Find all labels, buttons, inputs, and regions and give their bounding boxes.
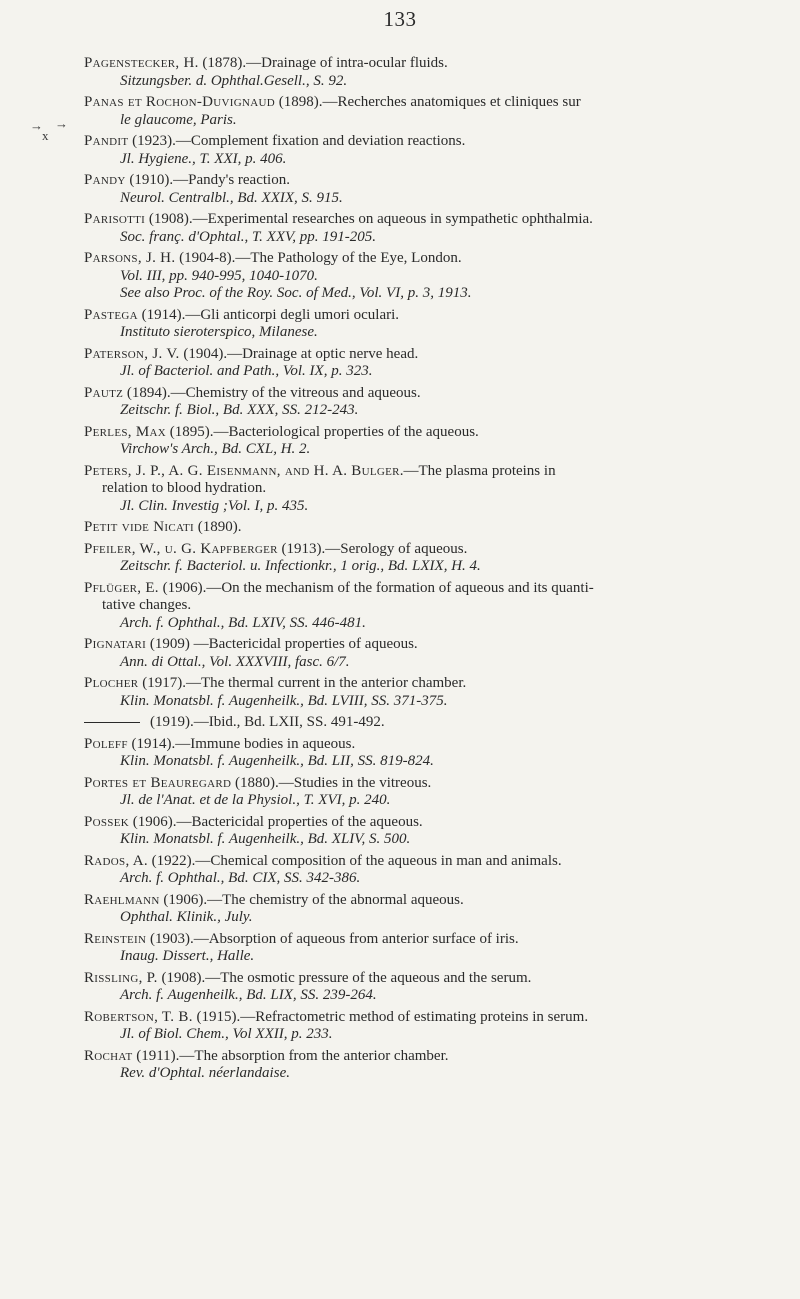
reference-source: Soc. franç. d'Ophtal., T. XXV, pp. 191-205. [120, 228, 376, 245]
reference-author: Pandit [84, 133, 129, 149]
reference-author: Pflüger, E. [84, 579, 159, 596]
reference-author: Pastega [84, 306, 138, 323]
reference-first-line [84, 636, 784, 654]
reference-entry [84, 55, 784, 90]
reference-source: Arch. f. Ophthal., Bd. CIX, SS. 342-386. [120, 870, 361, 886]
reference-entry [84, 172, 784, 207]
reference-source: Jl. of Biol. Chem., Vol XXII, p. 233. [120, 1026, 333, 1042]
reference-author: Pignatari [84, 636, 147, 652]
reference-author: Rissling, P. [84, 969, 158, 986]
reference-author: Rados, A. [84, 852, 148, 869]
reference-title: (1880).—Studies in the vitreous. [231, 774, 432, 791]
reference-source: Virchow's Arch., Bd. CXL, H. 2. [120, 441, 311, 457]
reference-title: (1919).—Ibid., Bd. LXII, SS. 491-492. [150, 714, 385, 730]
reference-entry [84, 94, 784, 129]
reference-source: Jl. Clin. Investig ;Vol. I, p. 435. [120, 497, 309, 514]
reference-author: Pandy [84, 172, 126, 188]
reference-title: (1909) —Bactericidal properties of aqueous. [146, 636, 418, 652]
reference-title: (1923).—Complement fixation and deviation reactions. [128, 133, 466, 149]
reference-wrap-line: relation to blood hydration. [102, 480, 267, 496]
reference-entry [84, 970, 784, 1005]
reference-entry [84, 1009, 784, 1044]
reference-author: Perles, Max [84, 423, 166, 440]
reference-source: Jl. of Bacteriol. and Path., Vol. IX, p. 323. [120, 363, 373, 379]
reference-title: (1890). [193, 519, 242, 535]
reference-first-line [84, 714, 784, 732]
reference-title: (1922).—Chemical composition of the aqueous in man and animals. [147, 852, 562, 869]
reference-first-line [84, 580, 784, 598]
reference-first-line [84, 931, 784, 949]
reference-entry [84, 714, 784, 732]
reference-first-line [84, 675, 784, 693]
reference-title: .—The plasma proteins in [399, 462, 556, 479]
reference-author: Possek [84, 813, 129, 830]
page-number: 133 [383, 7, 417, 31]
reference-first-line [84, 519, 784, 537]
reference-entry [84, 853, 784, 888]
reference-source: Ophthal. Klinik., July. [120, 909, 253, 925]
reference-entry [84, 385, 784, 420]
reference-first-line [84, 94, 784, 112]
reference-author: Pfeiler, W., u. G. Kapfberger [84, 540, 278, 557]
reference-title: (1914).—Immune bodies in aqueous. [127, 735, 356, 752]
reference-author: Parisotti [84, 211, 146, 227]
reference-first-line [84, 55, 784, 73]
ditto-dash [84, 722, 140, 723]
reference-source: le glaucome, Paris. [120, 111, 237, 128]
reference-first-line [84, 133, 784, 151]
reference-entry [84, 931, 784, 966]
reference-first-line [84, 775, 784, 793]
reference-first-line [84, 307, 784, 325]
reference-source: Ann. di Ottal., Vol. XXXVIII, fasc. 6/7. [120, 653, 350, 670]
reference-source: Sitzungsber. d. Ophthal.Gesell., S. 92. [120, 72, 348, 89]
reference-first-line [84, 463, 784, 481]
reference-entry [84, 463, 784, 516]
reference-first-line [84, 853, 784, 871]
reference-entry [84, 541, 784, 576]
reference-title: (1904-8).—The Pathology of the Eye, London. [175, 250, 462, 266]
reference-entry [84, 814, 784, 849]
reference-first-line [84, 892, 784, 910]
reference-title: (1917).—The thermal current in the anterior chamber. [138, 675, 467, 691]
reference-source: Arch. f. Augenheilk., Bd. LIX, SS. 239-264. [120, 987, 377, 1003]
reference-wrap-line: tative changes. [102, 597, 192, 613]
reference-first-line [84, 211, 784, 229]
reference-title: (1908).—The osmotic pressure of the aqueous and the serum. [157, 969, 532, 986]
reference-title: (1898).—Recherches anatomiques et cliniques sur [274, 94, 581, 110]
reference-entry [84, 133, 784, 168]
reference-title: (1906).—The chemistry of the abnormal aqueous. [159, 891, 464, 908]
reference-author: Raehlmann [84, 891, 160, 908]
reference-source: Neurol. Centralbl., Bd. XXIX, S. 915. [120, 189, 343, 206]
reference-author: Paterson, J. V. [84, 345, 180, 362]
reference-source: See also Proc. of the Roy. Soc. of Med., Vol. VI, p. 3, 1913. [120, 285, 472, 301]
reference-entry [84, 675, 784, 710]
reference-title: (1915).—Refractometric method of estimating proteins in serum. [192, 1008, 589, 1025]
reference-title: (1914).—Gli anticorpi degli umori oculari. [137, 306, 400, 323]
reference-author: Portes et Beauregard [84, 774, 232, 791]
reference-title: (1910).—Pandy's reaction. [125, 172, 290, 188]
reference-title: (1911).—The absorption from the anterior chamber. [132, 1047, 449, 1064]
reference-title: (1906).—Bactericidal properties of the aqueous. [129, 813, 423, 830]
reference-entry [84, 424, 784, 459]
reference-author: Pagenstecker, H. [84, 55, 199, 71]
reference-source: Klin. Monatsbl. f. Augenheilk., Bd. LVIII, SS. 371-375. [120, 692, 448, 709]
reference-first-line [84, 736, 784, 754]
margin-arrow-mark-2: → [55, 116, 68, 131]
reference-author: Peters, J. P., A. G. Eisenmann, and H. A. Bulger [84, 462, 400, 479]
reference-first-line [84, 346, 784, 364]
reference-entry [84, 892, 784, 927]
margin-arrow-mark: → [30, 118, 43, 133]
reference-source: Arch. f. Ophthal., Bd. LXIV, SS. 446-481. [120, 614, 366, 631]
reference-entry [84, 636, 784, 671]
reference-author: Rochat [84, 1047, 133, 1064]
reference-author: Parsons, J. H. [84, 250, 176, 266]
reference-first-line [84, 250, 784, 268]
reference-source: Vol. III, pp. 940-995, 1040-1070. [120, 267, 318, 284]
reference-title: (1895).—Bacteriological properties of the aqueous. [165, 423, 479, 440]
reference-entry [84, 519, 784, 537]
reference-source: Inaug. Dissert., Halle. [120, 948, 255, 964]
reference-first-line [84, 541, 784, 559]
reference-title: (1904).—Drainage at optic nerve head. [179, 345, 419, 362]
reference-author: Panas et Rochon-Duvignaud [84, 94, 275, 110]
reference-entry [84, 211, 784, 246]
reference-source: Klin. Monatsbl. f. Augenheilk., Bd. LII, SS. 819-824. [120, 753, 434, 769]
reference-title: (1903).—Absorption of aqueous from anterior surface of iris. [146, 930, 519, 947]
reference-title: (1878).—Drainage of intra-ocular fluids. [198, 55, 448, 71]
reference-first-line [84, 1009, 784, 1027]
reference-title: (1894).—Chemistry of the vitreous and aqueous. [123, 384, 421, 401]
reference-title: (1908).—Experimental researches on aqueous in sympathetic ophthalmia. [145, 211, 593, 227]
reference-source: Zeitschr. f. Biol., Bd. XXX, SS. 212-243. [120, 402, 359, 418]
reference-entry [84, 580, 784, 633]
reference-source: Jl. de l'Anat. et de la Physiol., T. XVI, p. 240. [120, 792, 391, 808]
reference-entry [84, 736, 784, 771]
reference-author: Pautz [84, 384, 124, 401]
reference-source: Zeitschr. f. Bacteriol. u. Infectionkr., 1 orig., Bd. LXIX, H. 4. [120, 558, 481, 574]
margin-x-mark: x [42, 128, 49, 143]
reference-entry [84, 1048, 784, 1083]
reference-first-line [84, 424, 784, 442]
reference-author: Plocher [84, 675, 139, 691]
reference-entry [84, 250, 784, 303]
reference-author: Petit vide Nicati [84, 519, 194, 535]
reference-author: Poleff [84, 735, 128, 752]
reference-entry [84, 307, 784, 342]
reference-source: Instituto sieroterspico, Milanese. [120, 324, 318, 340]
reference-title: (1913).—Serology of aqueous. [277, 540, 468, 557]
reference-first-line [84, 970, 784, 988]
reference-source: Jl. Hygiene., T. XXI, p. 406. [120, 150, 287, 167]
reference-entry [84, 775, 784, 810]
reference-first-line [84, 1048, 784, 1066]
reference-author: Robertson, T. B. [84, 1008, 193, 1025]
reference-title: (1906).—On the mechanism of the formation of aqueous and its quanti- [158, 579, 594, 596]
reference-list [84, 55, 784, 1087]
reference-entry [84, 346, 784, 381]
reference-source: Klin. Monatsbl. f. Augenheilk., Bd. XLIV, S. 500. [120, 831, 411, 847]
reference-author: Reinstein [84, 930, 147, 947]
reference-first-line [84, 814, 784, 832]
reference-source: Rev. d'Ophtal. néerlandaise. [120, 1065, 290, 1081]
reference-first-line [84, 385, 784, 403]
reference-first-line [84, 172, 784, 190]
